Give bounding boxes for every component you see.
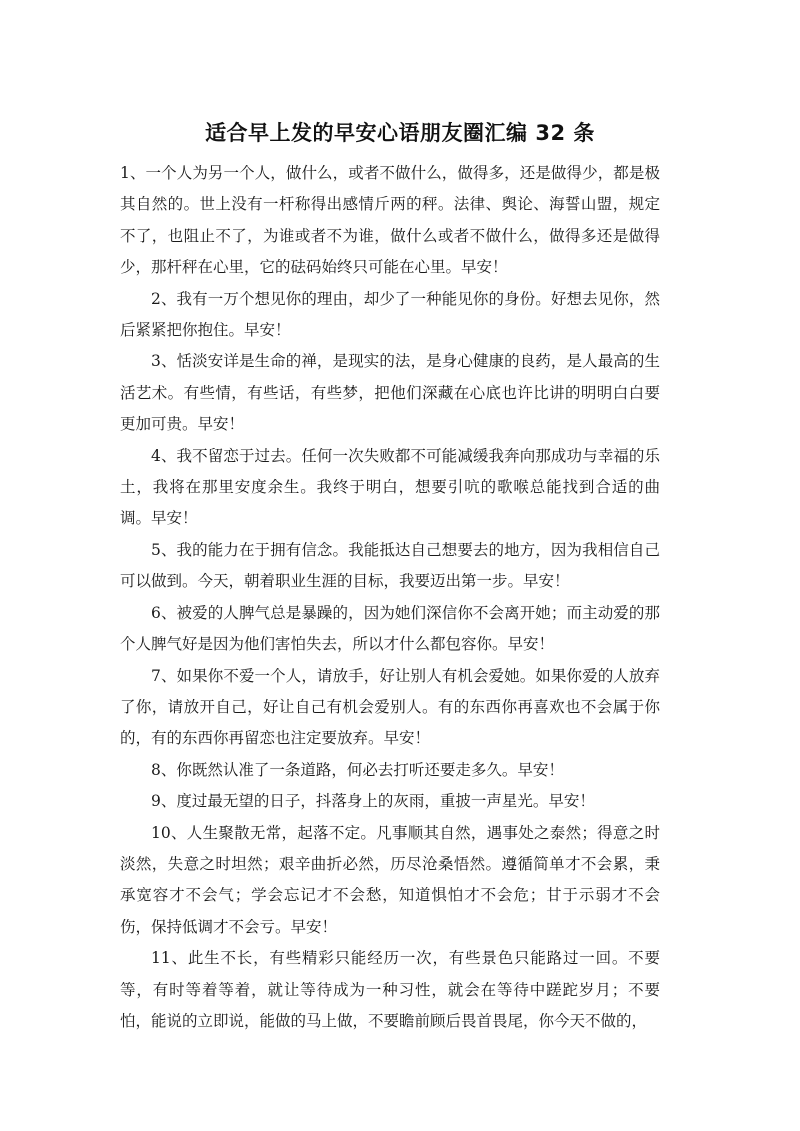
paragraph-7: 7、如果你不爱一个人，请放手，好让别人有机会爱她。如果你爱的人放弃了你，请放开自己，好让自己有机会爱别人。有的东西你再喜欢也不会属于你的，有的东西你再留恋也注定要放弃。早安！ xyxy=(120,666,660,748)
paragraph-1: 1、一个人为另一个人，做什么，或者不做什么，做得多，还是做得少，都是极其自然的。世上没有一杆称得出感情斤两的秤。法律、舆论、海誓山盟，规定不了，也阻止不了，为谁或者不为谁，做什么或者不做什么，做得多还是做得少，那杆秤在心里，它的砝码始终只可能在心里。早安！ xyxy=(120,164,660,277)
paragraph-9: 9、度过最无望的日子，抖落身上的灰雨，重披一声星光。早安！ xyxy=(151,792,595,811)
paragraph-6: 6、被爱的人脾气总是暴躁的，因为她们深信你不会离开她；而主动爱的那个人脾气好是因为他们害怕失去，所以才什么都包容你。早安！ xyxy=(120,603,660,654)
paragraph-3: 3、恬淡安详是生命的禅，是现实的法，是身心健康的良药，是人最高的生活艺术。有些情，有些话，有些梦，把他们深藏在心底也许比讲的明明白白要更加可贵。早安！ xyxy=(120,352,660,434)
paragraph-10: 10、人生聚散无常，起落不定。凡事顺其自然，遇事处之泰然；得意之时淡然，失意之时坦然；艰辛曲折必然，历尽沧桑悟然。遵循简单才不会累，秉承宽容才不会气；学会忘记才不会愁，知道惧怕才不会危；甘于示弱才不会伤，保持低调才不会亏。早安！ xyxy=(120,823,660,936)
paragraph-4: 4、我不留恋于过去。任何一次失败都不可能减缓我奔向那成功与幸福的乐土，我将在那里安度余生。我终于明白，想要引吭的歌喉总能找到合适的曲调。早安！ xyxy=(120,446,660,528)
document-title: 适合早上发的早安心语朋友圈汇编 32 条 xyxy=(205,121,595,145)
paragraph-2: 2、我有一万个想见你的理由，却少了一种能见你的身份。好想去见你，然后紧紧把你抱住。早安！ xyxy=(120,289,660,340)
paragraph-5: 5、我的能力在于拥有信念。我能抵达自己想要去的地方，因为我相信自己可以做到。今天，朝着职业生涯的目标，我要迈出第一步。早安！ xyxy=(120,540,660,591)
paragraph-11: 11、此生不长，有些精彩只能经历一次，有些景色只能路过一回。不要等，有时等着等着，就让等待成为一种习性，就会在等待中蹉跎岁月；不要怕，能说的立即说，能做的马上做，不要瞻前顾后畏首畏尾，你今天不做的， xyxy=(120,949,660,1030)
paragraph-8: 8、你既然认准了一条道路，何必去打听还要走多久。早安！ xyxy=(151,760,564,779)
document-body xyxy=(120,158,660,1037)
